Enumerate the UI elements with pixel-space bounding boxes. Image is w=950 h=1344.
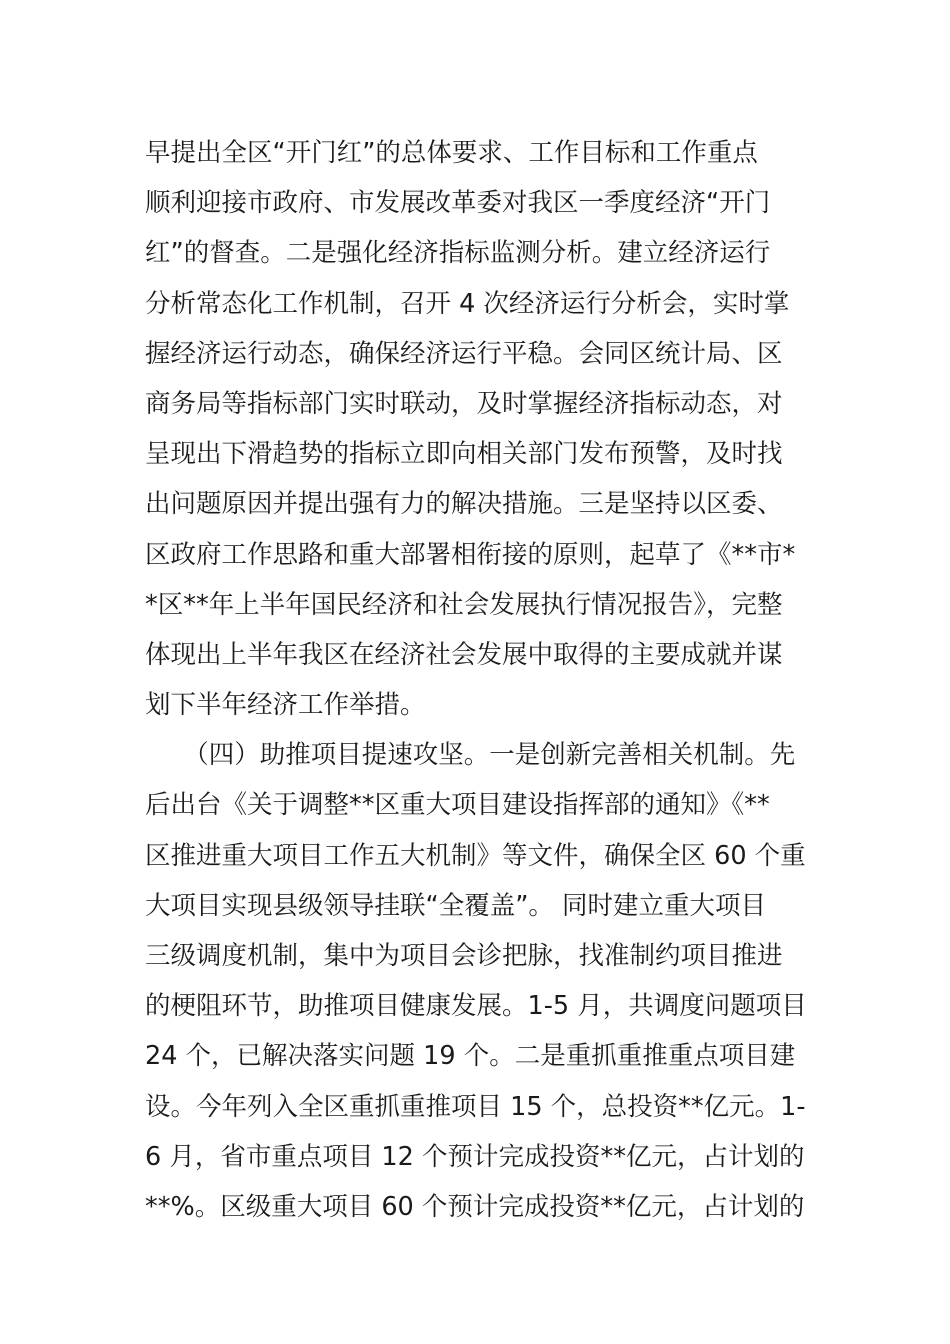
text-line-4: 分析常态化工作机制，召开 4 次经济运行分析会，实时掌 [145, 288, 790, 319]
text-line-16: 大项目实现县级领导挂联“全覆盖”。 同时建立重大项目 [145, 890, 767, 921]
text-line-17: 三级调度机制，集中为项目会诊把脉，找准制约项目推进 [145, 941, 783, 971]
body-text [145, 128, 815, 1232]
text-line-15: 区推进重大项目工作五大机制》等文件，确保全区 60 个重 [145, 840, 806, 871]
text-line-3: 红”的督查。二是强化经济指标监测分析。建立经济运行 [145, 238, 771, 269]
text-line-8: 出问题原因并提出强有力的解决措施。三是坚持以区委、 [145, 489, 783, 520]
text-line-7: 呈现出下滑趋势的指标立即向相关部门发布预警，及时找 [145, 439, 783, 470]
text-line-19: 24 个，已解决落实问题 19 个。二是重抓重推重点项目建 [145, 1041, 796, 1072]
text-line-12: 划下半年经济工作举措。 [145, 690, 426, 721]
text-line-20: 设。今年列入全区重抓重推项目 15 个，总投资**亿元。1- [145, 1091, 806, 1122]
text-line-10: *区**年上半年国民经济和社会发展执行情况报告》，完整 [145, 589, 783, 620]
text-line-9: 区政府工作思路和重大部署相衔接的原则，起草了《**市* [145, 539, 796, 570]
text-line-13: （四）助推项目提速攻坚。一是创新完善相关机制。先 [145, 740, 796, 771]
text-line-6: 商务局等指标部门实时联动，及时掌握经济指标动态，对 [145, 388, 783, 419]
text-line-18: 的梗阻环节，助推项目健康发展。1-5 月，共调度问题项目 [145, 991, 807, 1022]
text-line-21: 6 月，省市重点项目 12 个预计完成投资**亿元，占计划的 [145, 1141, 805, 1172]
text-line-2: 顺利迎接市政府、市发展改革委对我区一季度经济“开门 [145, 188, 771, 219]
text-line-5: 握经济运行动态，确保经济运行平稳。会同区统计局、区 [145, 338, 783, 369]
text-line-14: 后出台《关于调整**区重大项目建设指挥部的通知》《** [145, 790, 770, 821]
text-line-1: 早提出全区“开门红”的总体要求、工作目标和工作重点 [145, 138, 758, 168]
text-line-22: **%。区级重大项目 60 个预计完成投资**亿元，占计划的 [145, 1191, 805, 1222]
text-line-11: 体现出上半年我区在经济社会发展中取得的主要成就并谋 [145, 639, 783, 670]
